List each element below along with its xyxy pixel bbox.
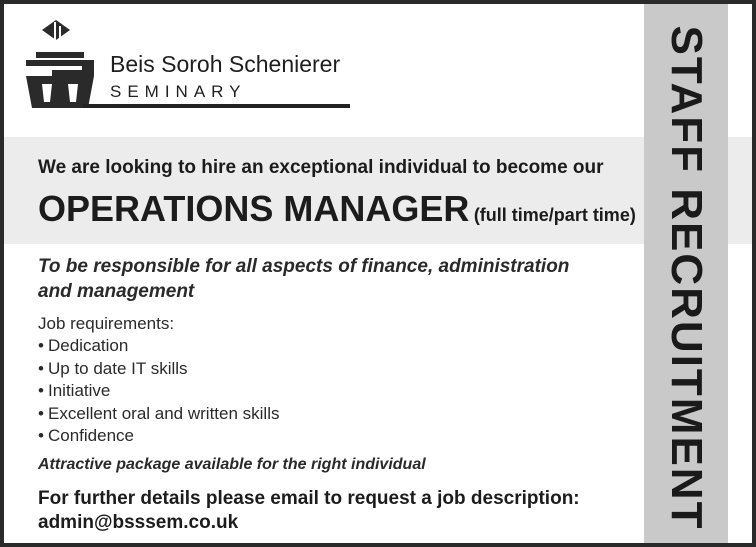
seminary-logo <box>22 18 98 112</box>
requirement-text: Initiative <box>48 381 111 401</box>
requirement-item: • Excellent oral and written skills <box>38 403 280 423</box>
requirement-item: • Up to date IT skills <box>38 358 188 378</box>
job-title: OPERATIONS MANAGER <box>38 188 470 229</box>
organization-name: Beis Soroh Schenierer <box>110 51 341 77</box>
job-title-line <box>38 188 636 230</box>
contact-line: For further details please email to request a job description: <box>38 488 580 509</box>
organization-subtitle: SEMINARY <box>110 82 247 101</box>
requirement-item: • Confidence <box>38 426 135 446</box>
requirement-text: Up to date IT skills <box>48 358 188 378</box>
requirements-list <box>38 335 279 448</box>
contact-block <box>38 487 580 535</box>
requirement-text: Confidence <box>48 426 135 446</box>
organization-divider <box>83 104 350 108</box>
requirements-heading: Job requirements: <box>38 314 175 333</box>
responsibility-text <box>38 254 618 304</box>
intro-text: We are looking to hire an exceptional individual to become our <box>38 157 604 178</box>
requirement-text: Dedication <box>48 336 129 355</box>
package-note: Attractive package available for the right individual <box>38 456 426 473</box>
requirement-item: • Dedication <box>38 336 129 355</box>
contact-email[interactable]: admin@bsssem.co.uk <box>38 512 239 533</box>
requirement-item: • Initiative <box>38 381 111 401</box>
responsibility-line: To be responsible for all aspects of finance, administration <box>38 256 570 277</box>
job-type: (full time/part time) <box>473 205 636 225</box>
requirement-text: Excellent oral and written skills <box>48 403 280 423</box>
responsibility-line: and management <box>38 281 195 302</box>
side-banner-text: STAFF RECRUITMENT <box>662 25 711 531</box>
